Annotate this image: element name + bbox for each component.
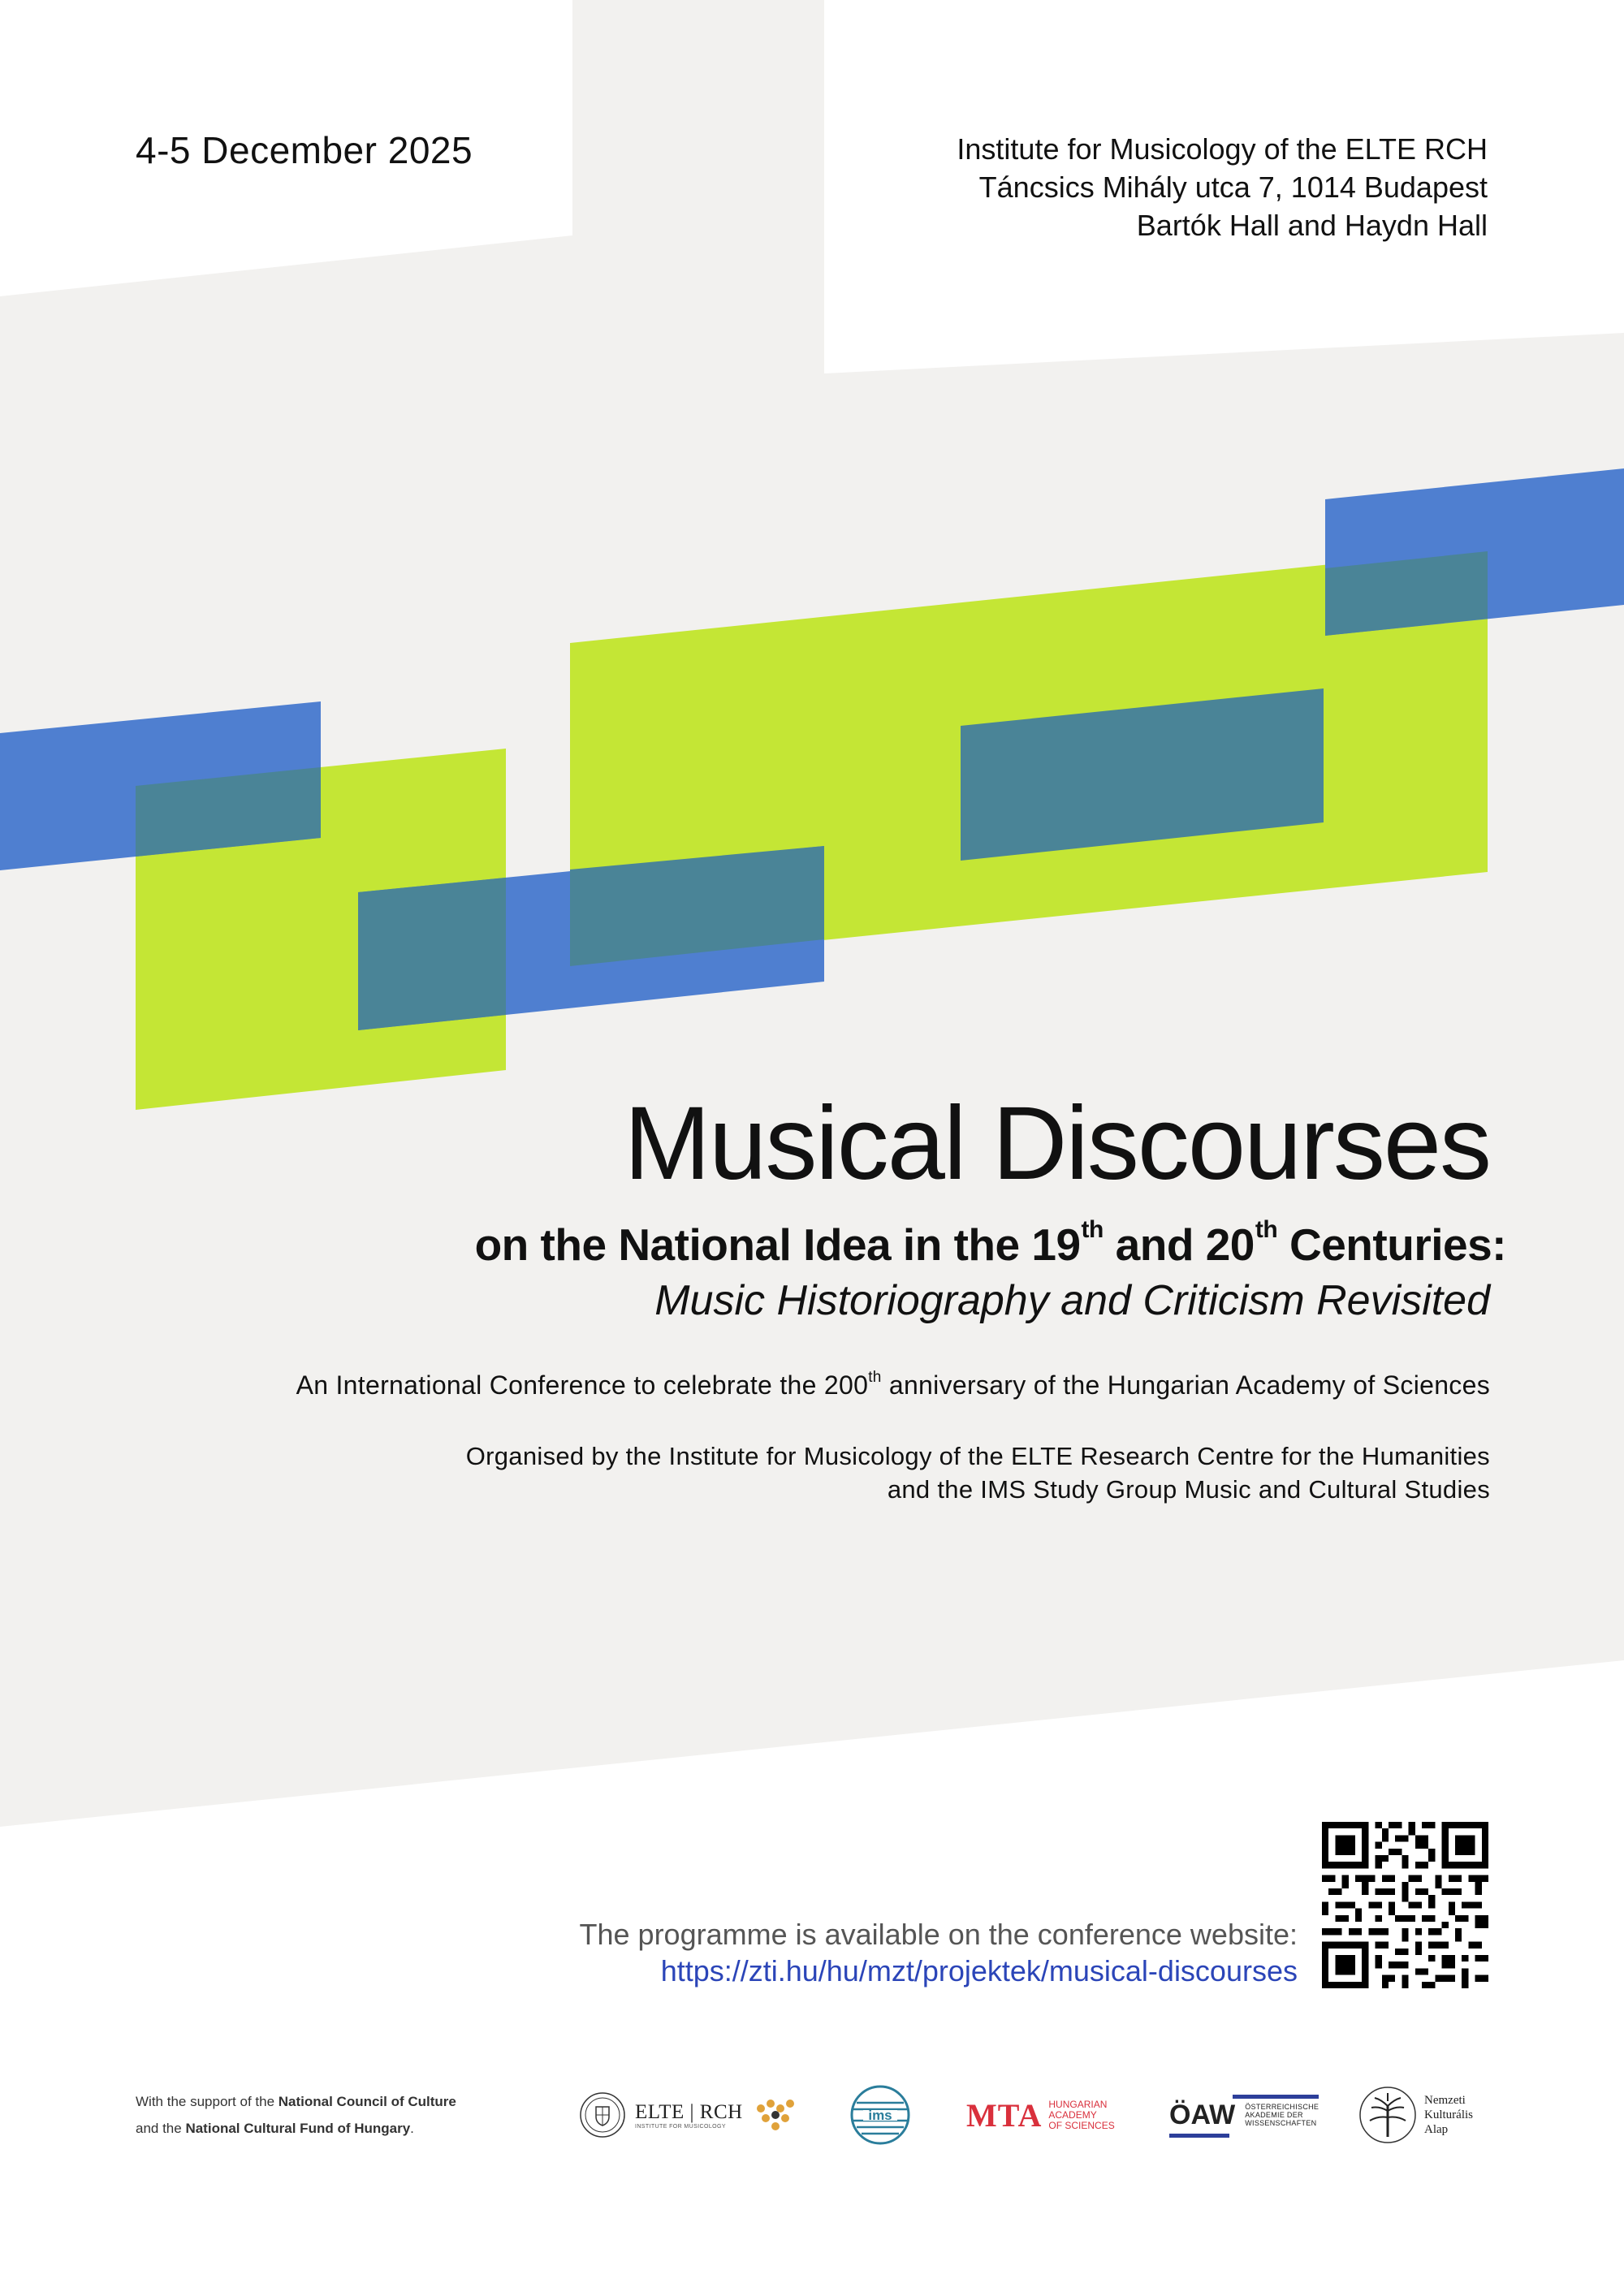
organiser-block bbox=[466, 1439, 1490, 1506]
page-title: Musical Discourses bbox=[624, 1085, 1490, 1202]
crest-icon bbox=[578, 2091, 627, 2139]
support-text-plain: With the support of the bbox=[136, 2094, 279, 2109]
oaw-logo-text: ÖAW bbox=[1169, 2099, 1236, 2130]
mta-logo-subtext: OF SCIENCES bbox=[1048, 2119, 1115, 2131]
oaw-logo-subtext: AKADEMIE DER bbox=[1245, 2111, 1303, 2119]
organiser-line: Organised by the Institute for Musicology of the ELTE Research Centre for the Humanities bbox=[465, 1442, 1490, 1470]
elte-logo-text: ELTE | RCH bbox=[635, 2100, 743, 2123]
qr-code[interactable] bbox=[1322, 1822, 1488, 1988]
oaw-logo[interactable] bbox=[1169, 2078, 1319, 2151]
subtitle-text: Centuries: bbox=[1277, 1219, 1506, 1270]
venue-line: Bartók Hall and Haydn Hall bbox=[1136, 209, 1488, 242]
support-text-bold: National Council of Culture bbox=[278, 2094, 456, 2109]
support-text bbox=[136, 2088, 456, 2142]
oaw-top-bar bbox=[1233, 2095, 1319, 2099]
nka-logo-text: Kulturális bbox=[1424, 2108, 1473, 2121]
support-line bbox=[136, 2115, 456, 2142]
mta-logo-subtext: ACADEMY bbox=[1048, 2108, 1097, 2121]
programme-info bbox=[580, 1916, 1298, 1989]
elte-rch-logo[interactable] bbox=[578, 2078, 801, 2151]
support-text-plain: and the bbox=[136, 2121, 186, 2136]
subtitle-text: and 20 bbox=[1103, 1219, 1255, 1270]
overlap-middle-a bbox=[358, 878, 506, 1030]
conference-text: An International Conference to celebrate the 200 bbox=[296, 1370, 869, 1400]
support-text-plain: . bbox=[410, 2121, 414, 2136]
mta-logo[interactable] bbox=[966, 2078, 1115, 2151]
tree-icon bbox=[1358, 2083, 1418, 2147]
support-text-bold: National Cultural Fund of Hungary bbox=[185, 2121, 411, 2136]
programme-link[interactable]: https://zti.hu/hu/mzt/projektek/musical-discourses bbox=[660, 1954, 1298, 1987]
organiser-line: and the IMS Study Group Music and Cultural Studies bbox=[887, 1475, 1490, 1504]
nka-logo[interactable] bbox=[1358, 2078, 1473, 2151]
oaw-bottom-bar bbox=[1169, 2134, 1229, 2138]
nka-logo-text: Alap bbox=[1424, 2123, 1449, 2136]
venue-line: Táncsics Mihály utca 7, 1014 Budapest bbox=[978, 170, 1488, 204]
oaw-logo-subtext: WISSENSCHAFTEN bbox=[1245, 2119, 1317, 2127]
support-line bbox=[136, 2088, 456, 2115]
subtitle-text: on the National Idea in the 19 bbox=[474, 1219, 1081, 1270]
subtitle bbox=[475, 1216, 1506, 1271]
ims-logo-text: ims bbox=[868, 2108, 892, 2123]
conference-description bbox=[296, 1369, 1490, 1400]
ims-globe-icon bbox=[849, 2083, 912, 2147]
ordinal-suffix: th bbox=[1255, 1216, 1278, 1243]
oaw-logo-subtext: ÖSTERREICHISCHE bbox=[1245, 2103, 1320, 2111]
ordinal-suffix: th bbox=[868, 1369, 882, 1386]
elte-logo-subtext: INSTITUTE FOR MUSICOLOGY bbox=[635, 2123, 726, 2130]
subtitle-italic: Music Historiography and Criticism Revisited bbox=[654, 1277, 1490, 1324]
venue-block bbox=[957, 130, 1488, 244]
nka-logo-text: Nemzeti bbox=[1424, 2094, 1466, 2107]
conference-text: anniversary of the Hungarian Academy of Sciences bbox=[881, 1370, 1490, 1400]
venue-line: Institute for Musicology of the ELTE RCH bbox=[957, 132, 1488, 166]
event-date: 4-5 December 2025 bbox=[136, 129, 473, 171]
programme-text: The programme is available on the conference website: bbox=[579, 1918, 1298, 1951]
dots-icon bbox=[753, 2097, 801, 2133]
mta-logo-text: MTA bbox=[966, 2096, 1043, 2134]
ims-logo[interactable] bbox=[849, 2078, 912, 2151]
mta-logo-subtext: HUNGARIAN bbox=[1048, 2098, 1108, 2110]
ordinal-suffix: th bbox=[1081, 1216, 1104, 1243]
